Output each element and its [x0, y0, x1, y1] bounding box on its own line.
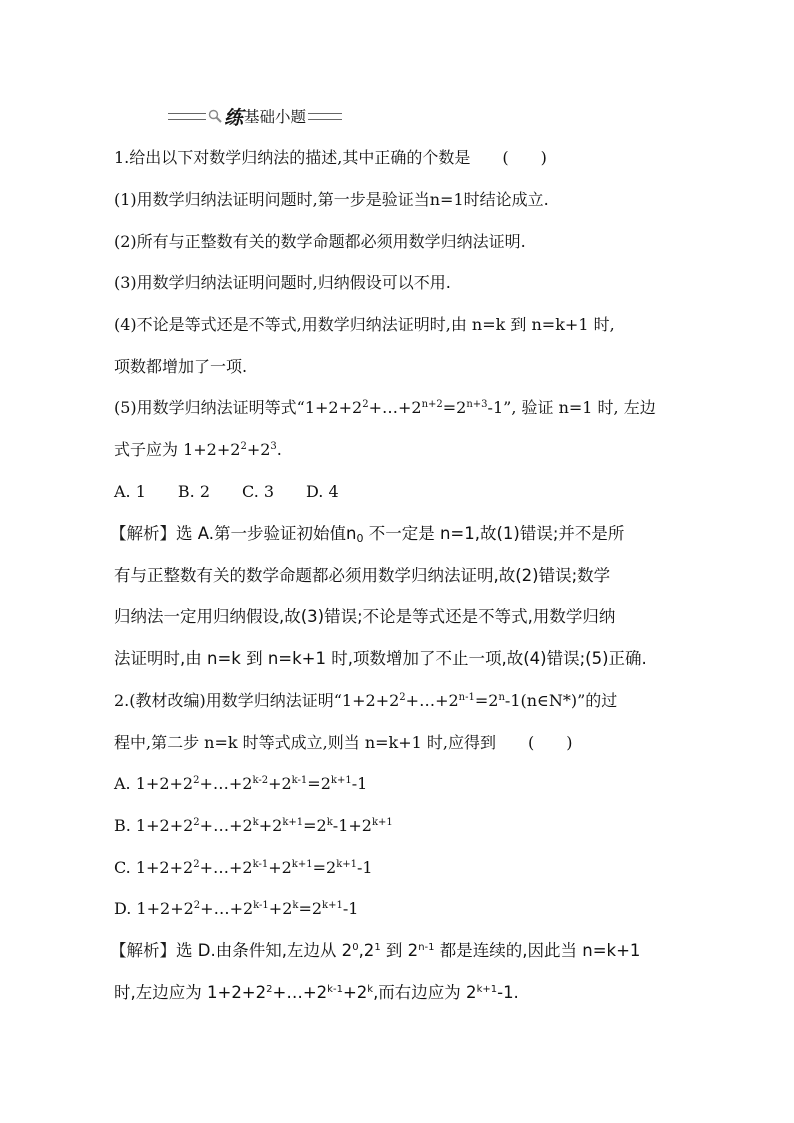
section-title: 基础小题 — [244, 108, 307, 126]
q1-analysis-line-2: 有与正整数有关的数学命题都必须用数学归纳法证明,故(2)错误;数学 — [114, 566, 611, 585]
q2-option-d: D. $1+2+2^2+\dots+2^{k-1}+2^k=2^{k+1}-1$ — [114, 899, 359, 918]
q1-analysis-line-4: 法证明时,由 n=k 到 n=k+1 时,项数增加了不止一项,故(4)错误;(5)正确. — [114, 649, 647, 668]
q1-analysis-line-3: 归纳法一定用归纳假设,故(3)错误;不论是等式还是不等式,用数学归纳 — [114, 607, 616, 626]
q1-item-3: (3)用数学归纳法证明问题时,归纳假设可以不用. — [114, 273, 451, 292]
q2-option-c: C. $1+2+2^2+\dots+2^{k-1}+2^{k+1}=2^{k+1}-1$ — [114, 858, 373, 877]
q2-analysis-line-2: 时,左边应为 $1+2+2^2+\dots+2^{k-1}+2^k$,而右边应为 $2^{k+1}-1$. — [114, 983, 519, 1002]
section-label-lian: 练 — [224, 106, 244, 129]
q1-item-4-cont: 项数都增加了一项. — [114, 357, 248, 376]
double-rule-left — [168, 113, 206, 120]
section-header — [168, 104, 342, 128]
q1-stem: 1.给出以下对数学归纳法的描述,其中正确的个数是 ( ) — [114, 148, 547, 167]
q1-item-1: (1)用数学归纳法证明问题时,第一步是验证当n=1时结论成立. — [114, 190, 549, 209]
q1-item-5: (5)用数学归纳法证明等式“$1+2+2^2+\dots+2^{n+2}=2^{n+3}-1$”, 验证 n=1 时, 左边 — [114, 398, 656, 417]
q1-item-5-cont: 式子应为 $1+2+2^2+2^3$. — [114, 440, 282, 459]
q1-item-2: (2)所有与正整数有关的数学命题都必须用数学归纳法证明. — [114, 232, 526, 251]
q2-option-a: A. $1+2+2^2+\dots+2^{k-2}+2^{k-1}=2^{k+1}-1$ — [114, 774, 368, 793]
analysis-tag: 【解析】 — [110, 524, 176, 543]
q2-stem-cont: 程中,第二步 n=k 时等式成立,则当 n=k+1 时,应得到 ( ) — [114, 733, 573, 752]
double-rule-right — [308, 113, 342, 120]
q1-item-4: (4)不论是等式还是不等式,用数学归纳法证明时,由 n=k 到 n=k+1 时, — [114, 315, 615, 334]
q2-option-b: B. $1+2+2^2+\dots+2^k+2^{k+1}=2^k-1+2^{k+1}$ — [114, 816, 393, 835]
q1-analysis-line-1: 【解析】选 A.第一步验证初始值$n_0$ 不一定是 n=1,故(1)错误;并不是所 — [110, 524, 625, 545]
magnifier-icon — [208, 109, 222, 123]
analysis-tag: 【解析】 — [110, 941, 176, 960]
q2-analysis-line-1: 【解析】选 D.由条件知,左边从 $2^0,2^1$ 到 2$^{n-1}$ 都是连续的,因此当 n=k+1 — [110, 941, 641, 960]
q1-options: A. 1 B. 2 C. 3 D. 4 — [114, 482, 339, 501]
q2-stem: 2.(教材改编)用数学归纳法证明“$1+2+2^2+\dots+2^{n-1}=2^n-1(n\in N*)$”的过 — [114, 691, 618, 710]
